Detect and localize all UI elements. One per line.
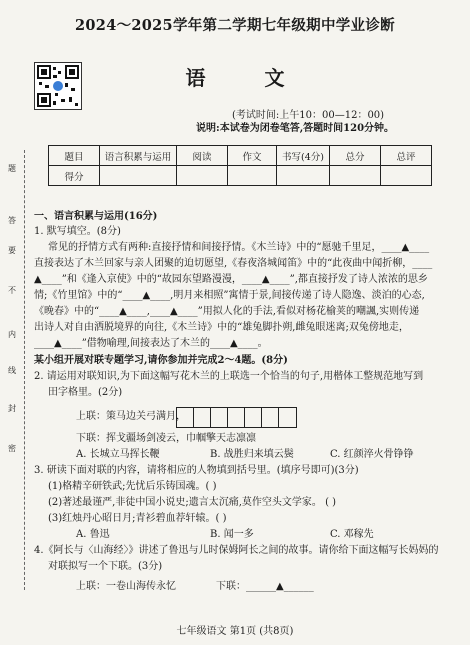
score-table-row	[49, 166, 432, 186]
score-cell[interactable]	[330, 166, 381, 186]
q2-option-a: A. 长城立马挥长鞭	[76, 449, 160, 460]
side-label: 要	[8, 246, 16, 255]
q3-option-c: C. 邓稼先	[330, 529, 374, 540]
q3-item: (3)红烛丹心昭日月;青衫碧血荐轩辕。( )	[48, 513, 227, 524]
question-2: 田字格里。(2分)	[48, 387, 123, 398]
question-1: 1. 默写填空。(8分)	[34, 226, 121, 237]
score-cell[interactable]	[277, 166, 330, 186]
q1-text-line: ▲____”和《逢入京使》中的“故园东望路漫漫，____▲____”,都直接抒发了诗人浓浓的思乡	[34, 274, 428, 285]
q1-text-line: 出诗人对自由洒脱境界的向往,《木兰诗》中的“雄兔脚扑朔,雌兔眼迷离;双兔傍地走，	[34, 322, 409, 333]
score-table-header-row	[49, 146, 432, 166]
subject-title: 语 文	[185, 66, 311, 90]
side-label: 内	[8, 330, 16, 339]
table-header-cell: 阅读	[177, 146, 228, 166]
binding-line	[24, 150, 25, 590]
q2-option-c: C. 红颜淬火骨铮铮	[330, 449, 414, 460]
side-label: 题	[8, 164, 16, 173]
table-header-cell: 题目	[49, 146, 100, 166]
q2-option-b: B. 战胜归来填云鬓	[210, 449, 294, 460]
q4-lower-couplet[interactable]: 下联：______▲______	[216, 581, 314, 592]
question-2: 2. 请运用对联知识,为下面这幅写花木兰的上联选一个恰当的句子,用楷体工整规范地写到	[34, 371, 424, 382]
side-label: 不	[8, 286, 16, 295]
q1-text-line: 情;《竹里馆》中的“____▲____,明月来相照”寓情于景,间接传递了诗人隐逸、淡泊的心态,	[34, 290, 425, 301]
exam-title: 2024～2025学年第二学期七年级期中学业诊断	[75, 17, 395, 34]
section-heading: 一、语言积累与运用(16分)	[34, 211, 158, 222]
score-cell[interactable]	[100, 166, 177, 186]
table-header-cell: 总评	[381, 146, 432, 166]
q3-item: (2)著述最谨严,非徒中国小说史;遗言太沉痛,莫作空头文学家。 ( )	[48, 497, 337, 508]
score-table	[48, 145, 432, 186]
tianzige-grid[interactable]	[176, 407, 297, 428]
exam-time: (考试时间:上午10：00—12：00)	[232, 110, 385, 121]
q3-item: (1)格精辛研铁武;先忧后乐铸国魂。( )	[48, 481, 217, 492]
q2-4-intro: 某小组开展对联专题学习,请你参加并完成2～4题。(8分)	[34, 355, 288, 366]
exam-notice: 说明:本试卷为闭卷笔答,答题时间120分钟。	[196, 123, 395, 134]
table-header-cell: 语言积累与运用	[100, 146, 177, 166]
q2-upper-couplet: 上联：策马边关弓满月，	[76, 411, 186, 422]
side-label: 密	[8, 444, 16, 453]
side-label: 封	[8, 404, 16, 413]
table-header-cell: 总分	[330, 146, 381, 166]
table-header-cell: 作文	[228, 146, 277, 166]
side-label: 答	[8, 216, 16, 225]
q1-text-line: 《晚春》中的“____▲____,____▲____”用拟人化的手法,看似对杨花榆荚的嘲諷,实则传递	[34, 306, 420, 317]
q1-text-line: 直接表达了木兰回家与亲人团聚的迫切愿望,《春夜洛城闻笛》中的“此夜曲中闻折柳，____	[34, 258, 433, 269]
page-footer: 七年级语文 第1页 (共8页)	[176, 626, 294, 637]
table-header-cell: 书写(4分)	[277, 146, 330, 166]
q2-lower-couplet: 下联：挥戈疆场剑凌云，巾帼擎天志凛凛	[76, 433, 256, 444]
question-3: 3. 研读下面对联的内容，请将相应的人物填到括号里。(填序号即可)(3分)	[34, 465, 359, 476]
q3-option-b: B. 闻一多	[210, 529, 254, 540]
score-cell[interactable]	[381, 166, 432, 186]
score-cell[interactable]	[228, 166, 277, 186]
question-4: 对联拟写一个下联。(3分)	[48, 561, 163, 572]
q1-text-line: ____▲____”借物喻理,间接表达了木兰的____▲____。	[34, 338, 268, 349]
q4-upper-couplet: 上联：一卷山海传永忆	[76, 581, 176, 592]
q1-text-line: 常见的抒情方式有两种:直接抒情和间接抒情。《木兰诗》中的“愿驰千里足，____▲____	[48, 242, 430, 253]
q3-option-a: A. 鲁迅	[76, 529, 110, 540]
side-label: 线	[8, 366, 16, 375]
row-label: 得分	[49, 166, 100, 186]
score-cell[interactable]	[177, 166, 228, 186]
question-4: 4.《阿长与〈山海经〉》讲述了鲁迅与儿时保姆阿长之间的故事。请你给下面这幅写长妈妈的	[34, 545, 439, 556]
